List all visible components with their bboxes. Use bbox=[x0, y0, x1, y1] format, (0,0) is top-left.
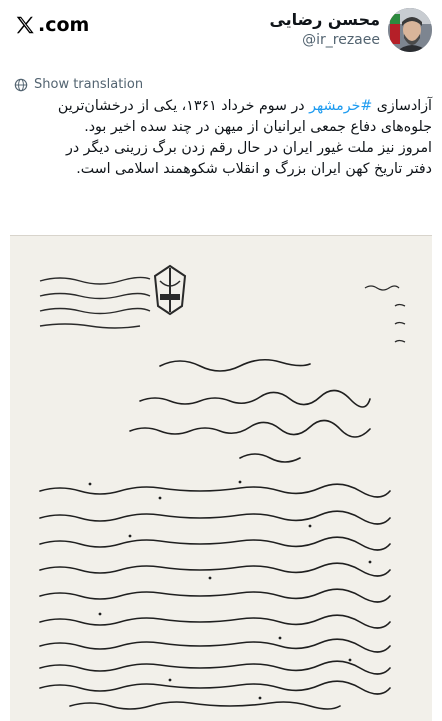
handwritten-letter bbox=[10, 236, 432, 721]
tweet-line-2: جلوه‌های دفاع جمعی ایرانیان از میهن در چند سده اخیر بود. bbox=[84, 119, 432, 135]
tweet-line-3: امروز نیز ملت غیور ایران در حال رقم زدن برگ زرینی دیگر در bbox=[65, 140, 432, 156]
x-logo[interactable] bbox=[14, 14, 89, 36]
avatar-photo bbox=[388, 8, 432, 52]
tweet-line-1-start: آزادسازی bbox=[372, 98, 432, 114]
tweet-line-4: دفتر تاریخ کهن ایران بزرگ و انقلاب شکوهمند اسلامی است. bbox=[76, 161, 432, 177]
user-handle[interactable]: @ir_rezaee bbox=[302, 32, 380, 48]
display-name[interactable]: محسن رضایی bbox=[269, 10, 380, 29]
logo-text: .com bbox=[38, 14, 90, 36]
tweet-header bbox=[0, 0, 442, 62]
tweet-line-1-end: در سوم خرداد ۱۳۶۱، یکی از درخشان‌ترین bbox=[57, 98, 310, 114]
x-logo-icon bbox=[14, 14, 36, 36]
attached-letter-image[interactable] bbox=[10, 235, 432, 721]
avatar[interactable] bbox=[388, 8, 432, 52]
tweet-line-1 bbox=[14, 96, 432, 117]
globe-icon bbox=[14, 78, 28, 92]
show-translation-label: Show translation bbox=[34, 77, 144, 92]
show-translation-link[interactable] bbox=[14, 77, 143, 92]
tweet-text bbox=[14, 96, 432, 180]
hashtag-link[interactable]: #خرمشهر bbox=[309, 98, 373, 114]
